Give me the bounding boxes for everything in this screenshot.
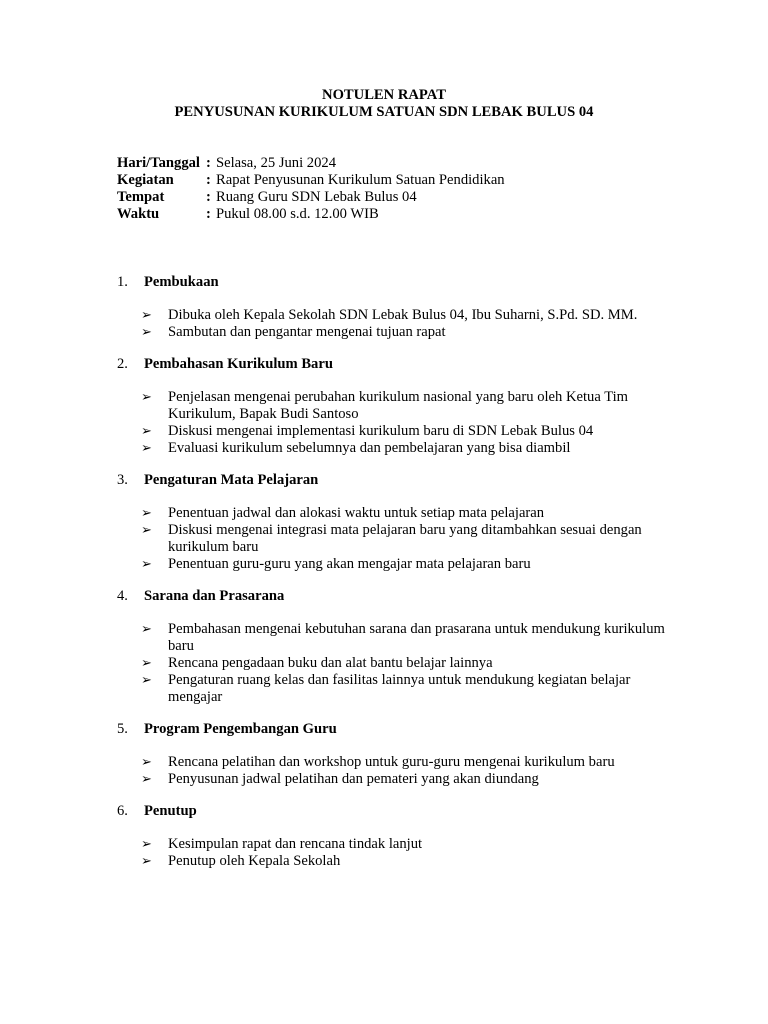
list-item <box>117 621 677 655</box>
arrowhead-bullet-icon: ➢ <box>141 424 152 439</box>
bullet-list <box>117 389 677 457</box>
section-number: 5. <box>117 721 128 737</box>
section-heading <box>117 356 677 373</box>
arrowhead-bullet-icon: ➢ <box>141 656 152 671</box>
list-item <box>117 672 677 706</box>
list-item-text: Penjelasan mengenai perubahan kurikulum nasional yang baru oleh Ketua Tim Kurikulum, Bapak Budi Santoso <box>168 389 629 422</box>
section-title: Sarana dan Prasarana <box>144 588 285 604</box>
list-item <box>117 655 677 672</box>
section-title: Pembukaan <box>144 274 219 290</box>
section-number: 1. <box>117 274 128 290</box>
section-heading <box>117 274 677 291</box>
section-title: Pembahasan Kurikulum Baru <box>144 356 333 372</box>
list-item <box>117 556 677 573</box>
info-label: Kegiatan <box>117 172 174 188</box>
agenda-sections <box>117 274 677 885</box>
info-row-time <box>117 206 505 223</box>
list-item-text: Penentuan guru-guru yang akan mengajar mata pelajaran baru <box>168 556 531 572</box>
arrowhead-bullet-icon: ➢ <box>141 673 152 688</box>
list-item-text: Penutup oleh Kepala Sekolah <box>168 853 341 869</box>
agenda-section <box>117 472 677 573</box>
agenda-section <box>117 356 677 457</box>
list-item-text: Penyusunan jadwal pelatihan dan pemateri yang akan diundang <box>168 771 539 787</box>
info-colon: : <box>206 155 211 171</box>
section-title: Penutup <box>144 803 197 819</box>
agenda-section <box>117 803 677 870</box>
agenda-section <box>117 274 677 341</box>
arrowhead-bullet-icon: ➢ <box>141 441 152 456</box>
arrowhead-bullet-icon: ➢ <box>141 837 152 852</box>
list-item <box>117 423 677 440</box>
agenda-section <box>117 588 677 706</box>
arrowhead-bullet-icon: ➢ <box>141 622 152 637</box>
list-item-text: Rencana pelatihan dan workshop untuk guru-guru mengenai kurikulum baru <box>168 754 615 770</box>
arrowhead-bullet-icon: ➢ <box>141 755 152 770</box>
bullet-list <box>117 307 677 341</box>
document-title: NOTULEN RAPAT <box>322 87 446 103</box>
arrowhead-bullet-icon: ➢ <box>141 325 152 340</box>
info-value: Rapat Penyusunan Kurikulum Satuan Pendidikan <box>216 172 505 188</box>
list-item-text: Dibuka oleh Kepala Sekolah SDN Lebak Bulus 04, Ibu Suharni, S.Pd. SD. MM. <box>168 307 638 323</box>
list-item-text: Diskusi mengenai integrasi mata pelajaran baru yang ditambahkan sesuai dengan kurikulum baru <box>168 522 642 555</box>
list-item-text: Evaluasi kurikulum sebelumnya dan pembelajaran yang bisa diambil <box>168 440 571 456</box>
list-item <box>117 505 677 522</box>
arrowhead-bullet-icon: ➢ <box>141 557 152 572</box>
bullet-list <box>117 754 677 788</box>
bullet-list <box>117 836 677 870</box>
list-item-text: Pembahasan mengenai kebutuhan sarana dan prasarana untuk mendukung kurikulum baru <box>168 621 665 654</box>
list-item <box>117 754 677 771</box>
arrowhead-bullet-icon: ➢ <box>141 854 152 869</box>
section-number: 4. <box>117 588 128 604</box>
info-row-date <box>117 155 505 172</box>
arrowhead-bullet-icon: ➢ <box>141 523 152 538</box>
info-value: Selasa, 25 Juni 2024 <box>216 155 336 171</box>
info-label: Waktu <box>117 206 160 222</box>
section-heading <box>117 472 677 489</box>
info-value: Ruang Guru SDN Lebak Bulus 04 <box>216 189 417 205</box>
arrowhead-bullet-icon: ➢ <box>141 390 152 405</box>
list-item <box>117 307 677 324</box>
list-item-text: Sambutan dan pengantar mengenai tujuan rapat <box>168 324 446 340</box>
info-row-place <box>117 189 505 206</box>
section-title: Pengaturan Mata Pelajaran <box>144 472 319 488</box>
list-item <box>117 324 677 341</box>
bullet-list <box>117 505 677 573</box>
section-number: 3. <box>117 472 128 488</box>
arrowhead-bullet-icon: ➢ <box>141 772 152 787</box>
list-item <box>117 389 677 423</box>
list-item-text: Penentuan jadwal dan alokasi waktu untuk setiap mata pelajaran <box>168 505 545 521</box>
info-label: Hari/Tanggal <box>117 155 200 171</box>
section-number: 6. <box>117 803 128 819</box>
list-item-text: Pengaturan ruang kelas dan fasilitas lainnya untuk mendukung kegiatan belajar mengajar <box>168 672 631 705</box>
list-item <box>117 522 677 556</box>
info-colon: : <box>206 206 211 222</box>
section-number: 2. <box>117 356 128 372</box>
bullet-list <box>117 621 677 706</box>
list-item-text: Rencana pengadaan buku dan alat bantu belajar lainnya <box>168 655 493 671</box>
agenda-section <box>117 721 677 788</box>
arrowhead-bullet-icon: ➢ <box>141 308 152 323</box>
info-value: Pukul 08.00 s.d. 12.00 WIB <box>216 206 379 222</box>
section-heading <box>117 588 677 605</box>
list-item <box>117 440 677 457</box>
list-item <box>117 771 677 788</box>
list-item <box>117 836 677 853</box>
document-subtitle: PENYUSUNAN KURIKULUM SATUAN SDN LEBAK BULUS 04 <box>174 104 594 120</box>
section-heading <box>117 803 677 820</box>
list-item-text: Diskusi mengenai implementasi kurikulum baru di SDN Lebak Bulus 04 <box>168 423 594 439</box>
section-title: Program Pengembangan Guru <box>144 721 337 737</box>
list-item-text: Kesimpulan rapat dan rencana tindak lanjut <box>168 836 423 852</box>
arrowhead-bullet-icon: ➢ <box>141 506 152 521</box>
info-label: Tempat <box>117 189 165 205</box>
section-heading <box>117 721 677 738</box>
info-row-activity <box>117 172 505 189</box>
info-colon: : <box>206 172 211 188</box>
meeting-info <box>117 155 505 223</box>
list-item <box>117 853 677 870</box>
info-colon: : <box>206 189 211 205</box>
